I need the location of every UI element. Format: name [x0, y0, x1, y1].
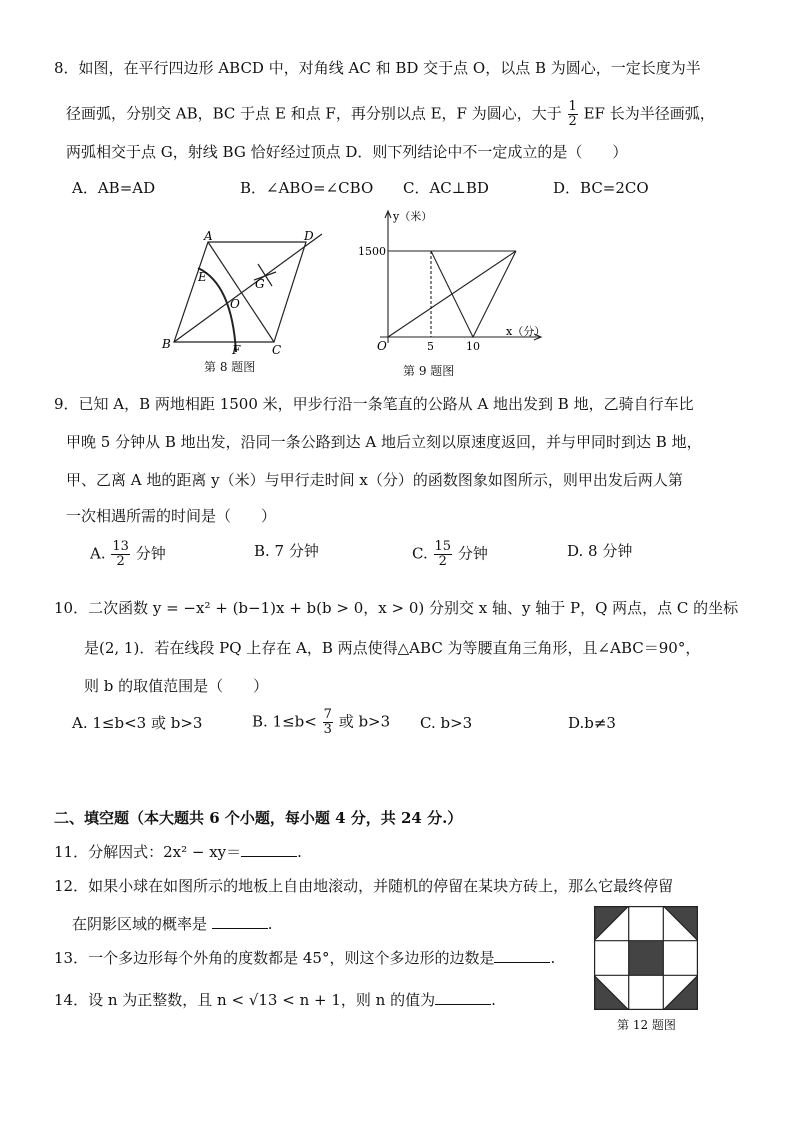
line-yi — [431, 251, 516, 337]
q9-opt-a-fraction — [111, 540, 130, 569]
diagonal-ac — [208, 242, 274, 342]
label-g: G — [255, 277, 265, 291]
q8-option-a: A．AB=AD — [72, 179, 156, 197]
y-tick-1500: 1500 — [358, 245, 386, 258]
q9-opt-c-num: 15 — [434, 539, 452, 554]
q8-line3: 两弧相交于点 G，射线 BG 恰好经过顶点 D．则下列结论中不一定成立的是（ ） — [66, 143, 628, 161]
q10-option-d: D.b≠3 — [568, 714, 616, 732]
q13 — [54, 948, 555, 968]
q13-suffix: . — [550, 949, 556, 967]
q10-opt-b-num: 7 — [323, 707, 332, 722]
figure-9-caption: 第 9 题图 — [403, 364, 455, 378]
q12-blank — [212, 914, 268, 929]
q11-blank — [241, 842, 297, 857]
q9-line2: 甲晚 5 分钟从 B 地出发，沿同一条公路到达 A 地后立刻以原速度返回，并与甲同时到达 B 地， — [66, 433, 702, 451]
q9-opt-c-prefix: C. — [412, 544, 428, 563]
q10-opt-b-prefix: B. 1≤b< — [252, 712, 317, 731]
figure-8-caption: 第 8 题图 — [204, 360, 256, 374]
q14-text: 14．设 n 为正整数，且 n < √13 < n + 1，则 n 的值为 — [54, 991, 436, 1009]
x-tick-5: 5 — [427, 340, 434, 353]
section2-title: 二、填空题（本大题共 6 个小题，每小题 4 分，共 24 分.） — [54, 809, 463, 827]
q8-fraction — [568, 100, 578, 129]
label-b: B — [162, 337, 171, 351]
q9-option-b: B. 7 分钟 — [254, 542, 319, 560]
q9-opt-a-den: 2 — [116, 554, 125, 569]
q9-line1: 9．已知 A，B 两地相距 1500 米，甲步行沿一条笔直的公路从 A 地出发到 B 地，乙骑自行车比 — [54, 395, 694, 413]
q8-option-c: C．AC⊥BD — [403, 179, 489, 197]
q9-opt-a-prefix: A. — [90, 544, 106, 563]
q10-line1: 10．二次函数 y = −x² + (b−1)x + b(b > 0，x > 0) 分别交 x 轴、y 轴于 P，Q 两点，点 C 的坐标 — [54, 599, 739, 617]
q12-text: 在阴影区域的概率是 — [72, 915, 208, 933]
q10-option-a: A. 1≤b<3 或 b>3 — [72, 714, 203, 732]
label-f: F — [232, 343, 241, 357]
origin-label: O — [377, 339, 387, 353]
q10-line2: 是(2, 1)．若在线段 PQ 上存在 A，B 两点使得△ABC 为等腰直角三角形，且∠ABC＝90°， — [84, 639, 701, 657]
q9-opt-a-num: 13 — [112, 539, 129, 554]
q8-line2a: 径画弧，分别交 AB，BC 于点 E 和点 F，再分别以点 E，F 为圆心，大于 — [66, 104, 562, 123]
q10-opt-b-den: 3 — [323, 722, 332, 737]
q10-opt-b-suffix: 或 b>3 — [338, 712, 391, 731]
x-axis-label: x（分） — [506, 325, 546, 338]
tile-center — [629, 941, 664, 976]
q8-line2 — [66, 100, 715, 129]
q9-opt-c-den: 2 — [438, 554, 447, 569]
q9-line3: 甲、乙离 A 地的距离 y（米）与甲行走时间 x（分）的函数图象如图所示，则甲出发后两人第 — [66, 471, 683, 489]
q14 — [54, 990, 496, 1010]
q9-option-a — [90, 540, 166, 569]
q11-suffix: . — [297, 843, 302, 861]
q14-suffix: . — [491, 991, 496, 1009]
q8-option-d: D．BC=2CO — [553, 179, 649, 197]
q8-line1: 8．如图，在平行四边形 ABCD 中，对角线 AC 和 BD 交于点 O，以点 B 为圆心，一定长度为半 — [54, 59, 701, 77]
label-a: A — [204, 229, 213, 243]
y-axis-label: y（米） — [393, 210, 433, 223]
figure-9 — [356, 203, 546, 353]
label-c: C — [272, 343, 282, 357]
label-d: D — [304, 229, 314, 243]
label-e: E — [198, 270, 207, 284]
q12-line2 — [72, 914, 273, 934]
q10-line3: 则 b 的取值范围是（ ） — [84, 677, 269, 695]
x-tick-10: 10 — [466, 340, 480, 353]
q8-frac-den: 2 — [568, 114, 577, 129]
q11 — [54, 842, 302, 862]
q9-opt-c-suffix: 分钟 — [457, 544, 488, 563]
ray-bg — [174, 234, 322, 342]
q9-option-d: D. 8 分钟 — [567, 542, 633, 560]
figure-12-caption: 第 12 题图 — [617, 1018, 676, 1032]
q8-line2b: EF 长为半径画弧， — [583, 104, 715, 123]
q11-text: 11．分解因式：2x² − xy＝ — [54, 843, 242, 861]
figure-8 — [160, 222, 335, 357]
figure-12 — [594, 906, 698, 1010]
label-o: O — [230, 297, 240, 311]
q12-line1: 12．如果小球在如图所示的地板上自由地滚动，并随机的停留在某块方砖上，那么它最终停留 — [54, 877, 674, 895]
q9-opt-a-suffix: 分钟 — [135, 544, 166, 563]
q9-line4: 一次相遇所需的时间是（ ） — [66, 507, 277, 525]
q12-suffix: . — [267, 915, 273, 933]
q9-option-c — [412, 540, 488, 569]
q14-blank — [435, 990, 491, 1005]
q10-opt-b-fraction — [323, 708, 333, 737]
q10-option-b — [252, 708, 390, 737]
q13-text: 13．一个多边形每个外角的度数都是 45°，则这个多边形的边数是 — [54, 949, 495, 967]
q8-option-b: B．∠ABO=∠CBO — [240, 179, 374, 197]
q13-blank — [494, 948, 550, 963]
q8-frac-num: 1 — [568, 99, 577, 114]
q9-opt-c-fraction — [434, 540, 453, 569]
q10-option-c: C. b>3 — [420, 714, 473, 732]
